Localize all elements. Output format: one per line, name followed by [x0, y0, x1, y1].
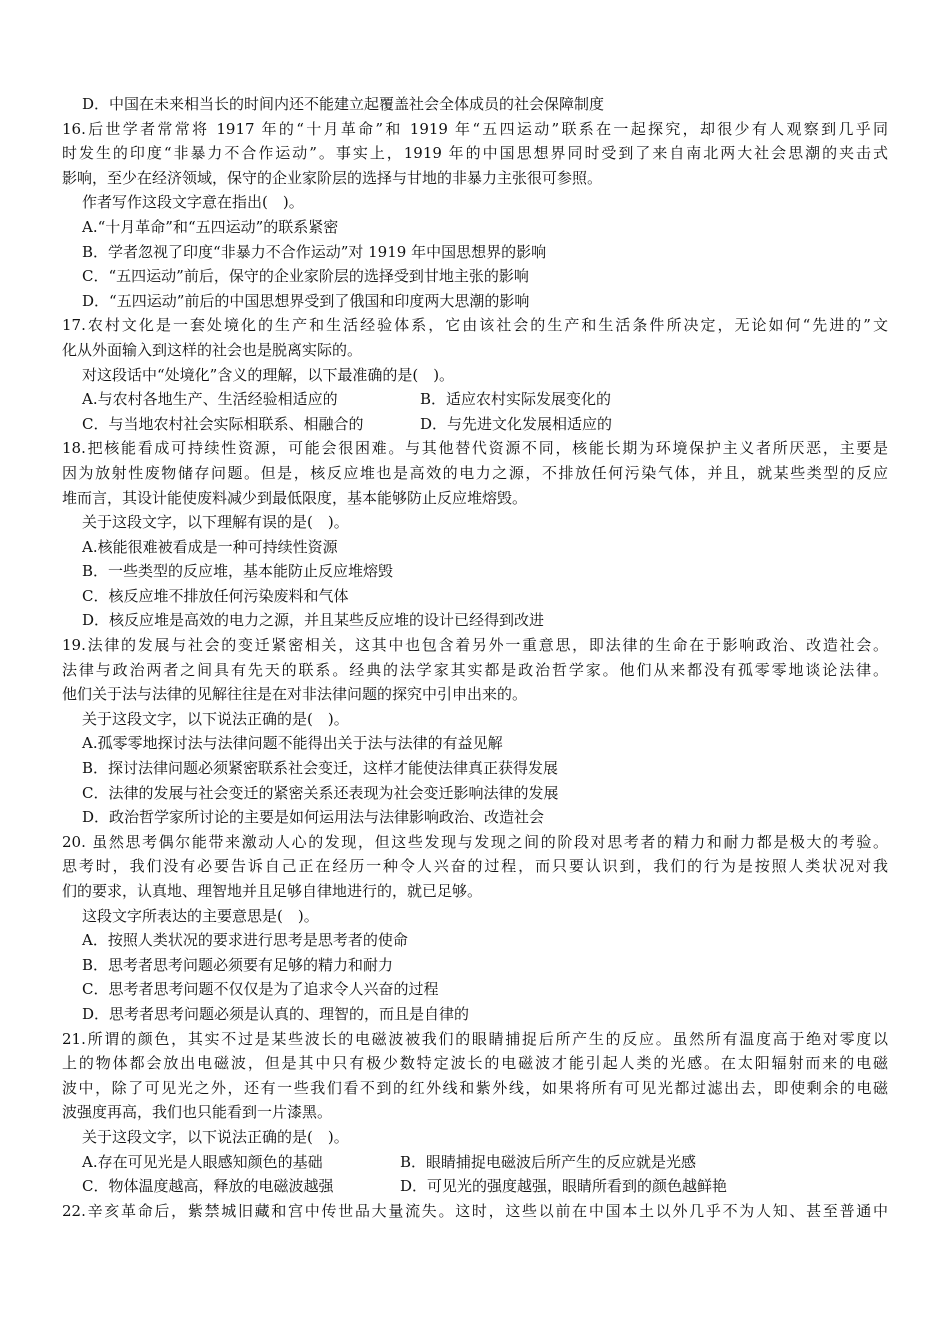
q20-stem-line-2: 思考时，我们没有必要告诉自己正在经历一种令人兴奋的过程，而只要认识到，我们的行为是按照人类状况对我 — [62, 857, 888, 876]
q19-option-a: A.孤零零地探讨法与法律问题不能得出关于法与法律的有益见解 — [82, 734, 503, 753]
q21-stem-line-2: 上的物体都会放出电磁波，但是其中只有极少数特定波长的电磁波才能引起人类的光感。在太阳辐射而来的电磁 — [62, 1054, 888, 1073]
q18-option-c: C．核反应堆不排放任何污染废料和气体 — [82, 586, 349, 605]
q20-stem-line-3: 们的要求，认真地、理智地并且足够自律地进行的，就已足够。 — [62, 882, 483, 900]
q19-option-d: D．政治哲学家所讨论的主要是如何运用法与法律影响政治、改造社会 — [82, 808, 545, 827]
q17-stem-line-2: 化从外面输入到这样的社会也是脱离实际的。 — [62, 340, 363, 359]
q19-option-c: C．法律的发展与社会变迁的紧密关系还表现为社会变迁影响法律的发展 — [82, 783, 559, 802]
q16-option-b: B．学者忽视了印度“非暴力不合作运动”对 1919 年中国思想界的影响 — [82, 242, 547, 261]
q21-stem-line-1: 21.所谓的颜色，其实不过是某些波长的电磁波被我们的眼睛捕捉后所产生的反应。虽然所有温度高于绝对零度以 — [62, 1029, 888, 1048]
q21-option-a: A.存在可见光是人眼感知颜色的基础 — [82, 1152, 323, 1171]
q21-stem-line-4: 波强度再高，我们也只能看到一片漆黑。 — [62, 1103, 333, 1122]
q18-stem-line-3: 堆而言，其设计能使废料减少到最低限度，基本能够防止反应堆熔毁。 — [62, 488, 528, 507]
q17-stem-line-1: 17.农村文化是一套处境化的生产和生活经验体系，它由该社会的生产和生活条件所决定，无论如何“先进的”文 — [62, 316, 888, 335]
q21-option-d: D．可见光的强度越强，眼睛所看到的颜色越鲜艳 — [400, 1177, 728, 1196]
q21-options-cd — [62, 1174, 888, 1199]
q22-stem-line-1: 22.辛亥革命后，紫禁城旧藏和宫中传世品大量流失。这时，这些以前在中国本土以外几乎不为人知、甚至普通中 — [62, 1201, 888, 1220]
q21-option-b: B．眼睛捕捉电磁波后所产生的反应就是光感 — [400, 1152, 697, 1171]
q18-stem-line-2: 因为放射性废物储存问题。但是，核反应堆也是高效的电力之源，不排放任何污染气体，并且，就某些类型的反应 — [62, 463, 888, 482]
q16-option-a: A.“十月革命”和“五四运动”的联系紧密 — [82, 217, 339, 236]
q17-options-cd — [62, 412, 888, 437]
document-page — [62, 92, 888, 1223]
q20-stem-line-1: 20. 虽然思考偶尔能带来激动人心的发现，但这些发现与发现之间的阶段对思考者的精力和耐力都是极大的考验。 — [62, 832, 888, 851]
q17-options-ab — [62, 387, 888, 412]
q17-option-a: A.与农村各地生产、生活经验相适应的 — [82, 390, 338, 409]
q16-stem-line-1: 16.后世学者常常将 1917 年的“十月革命”和 1919 年“五四运动”联系在一起探究，却很少有人观察到几乎同 — [62, 119, 888, 138]
q19-stem-line-2: 法律与政治两者之间具有先天的联系。经典的法学家其实都是政治哲学家。他们从来都没有孤零零地谈论法律。 — [62, 660, 888, 679]
q18-option-b: B．一些类型的反应堆，基本能防止反应堆熔毁 — [82, 562, 394, 581]
q16-option-c: C．“五四运动”前后，保守的企业家阶层的选择受到甘地主张的影响 — [82, 267, 529, 286]
q21-prompt: 关于这段文字，以下说法正确的是( )。 — [82, 1127, 349, 1146]
q16-prompt: 作者写作这段文字意在指出( )。 — [82, 193, 304, 212]
q19-option-b: B．探讨法律问题必须紧密联系社会变迁，这样才能使法律真正获得发展 — [82, 759, 559, 778]
q19-prompt: 关于这段文字，以下说法正确的是( )。 — [82, 709, 349, 728]
q18-stem-line-1: 18.把核能看成可持续性资源，可能会很困难。与其他替代资源不同，核能长期为环境保护主义者所厌恶，主要是 — [62, 439, 888, 458]
q19-stem-line-3: 他们关于法与法律的见解往往是在对非法律问题的探究中引申出来的。 — [62, 685, 528, 704]
q15-option-d: D．中国在未来相当长的时间内还不能建立起覆盖社会全体成员的社会保障制度 — [82, 95, 605, 113]
q21-stem-line-3: 波中，除了可见光之外，还有一些我们看不到的红外线和紫外线，如果将所有可见光都过滤出去，即使剩余的电磁 — [62, 1078, 888, 1097]
q17-option-c: C．与当地农村社会实际相联系、相融合的 — [82, 414, 364, 433]
q17-prompt: 对这段话中“处境化”含义的理解，以下最准确的是( )。 — [82, 365, 455, 384]
q18-prompt: 关于这段文字，以下理解有误的是( )。 — [82, 513, 349, 532]
q17-option-b: B．适应农村实际发展变化的 — [420, 390, 612, 409]
q17-option-d: D．与先进文化发展相适应的 — [420, 414, 613, 433]
q18-option-d: D．核反应堆是高效的电力之源，并且某些反应堆的设计已经得到改进 — [82, 611, 545, 630]
q20-option-c: C．思考者思考问题不仅仅是为了追求令人兴奋的过程 — [82, 980, 439, 999]
q16-option-d: D．“五四运动”前后的中国思想界受到了俄国和印度两大思潮的影响 — [82, 291, 530, 310]
q18-option-a: A.核能很难被看成是一种可持续性资源 — [82, 537, 338, 556]
q20-option-d: D．思考者思考问题必须是认真的、理智的，而且是自律的 — [82, 1004, 470, 1023]
q21-option-c: C．物体温度越高，释放的电磁波越强 — [82, 1177, 334, 1196]
q20-prompt: 这段文字所表达的主要意思是( )。 — [82, 906, 319, 925]
q20-option-b: B．思考者思考问题必须要有足够的精力和耐力 — [82, 955, 394, 974]
q16-stem-line-2: 时发生的印度“非暴力不合作运动”。事实上，1919 年的中国思想界同时受到了来自南北两大社会思潮的夹击式 — [62, 144, 888, 163]
q21-options-ab — [62, 1150, 888, 1175]
q20-option-a: A．按照人类状况的要求进行思考是思考者的使命 — [82, 931, 408, 950]
q16-stem-line-3: 影响，至少在经济领域，保守的企业家阶层的选择与甘地的非暴力主张很可参照。 — [62, 168, 603, 187]
q19-stem-line-1: 19.法律的发展与社会的变迁紧密相关，这其中也包含着另外一重意思，即法律的生命在于影响政治、改造社会。 — [62, 636, 888, 655]
